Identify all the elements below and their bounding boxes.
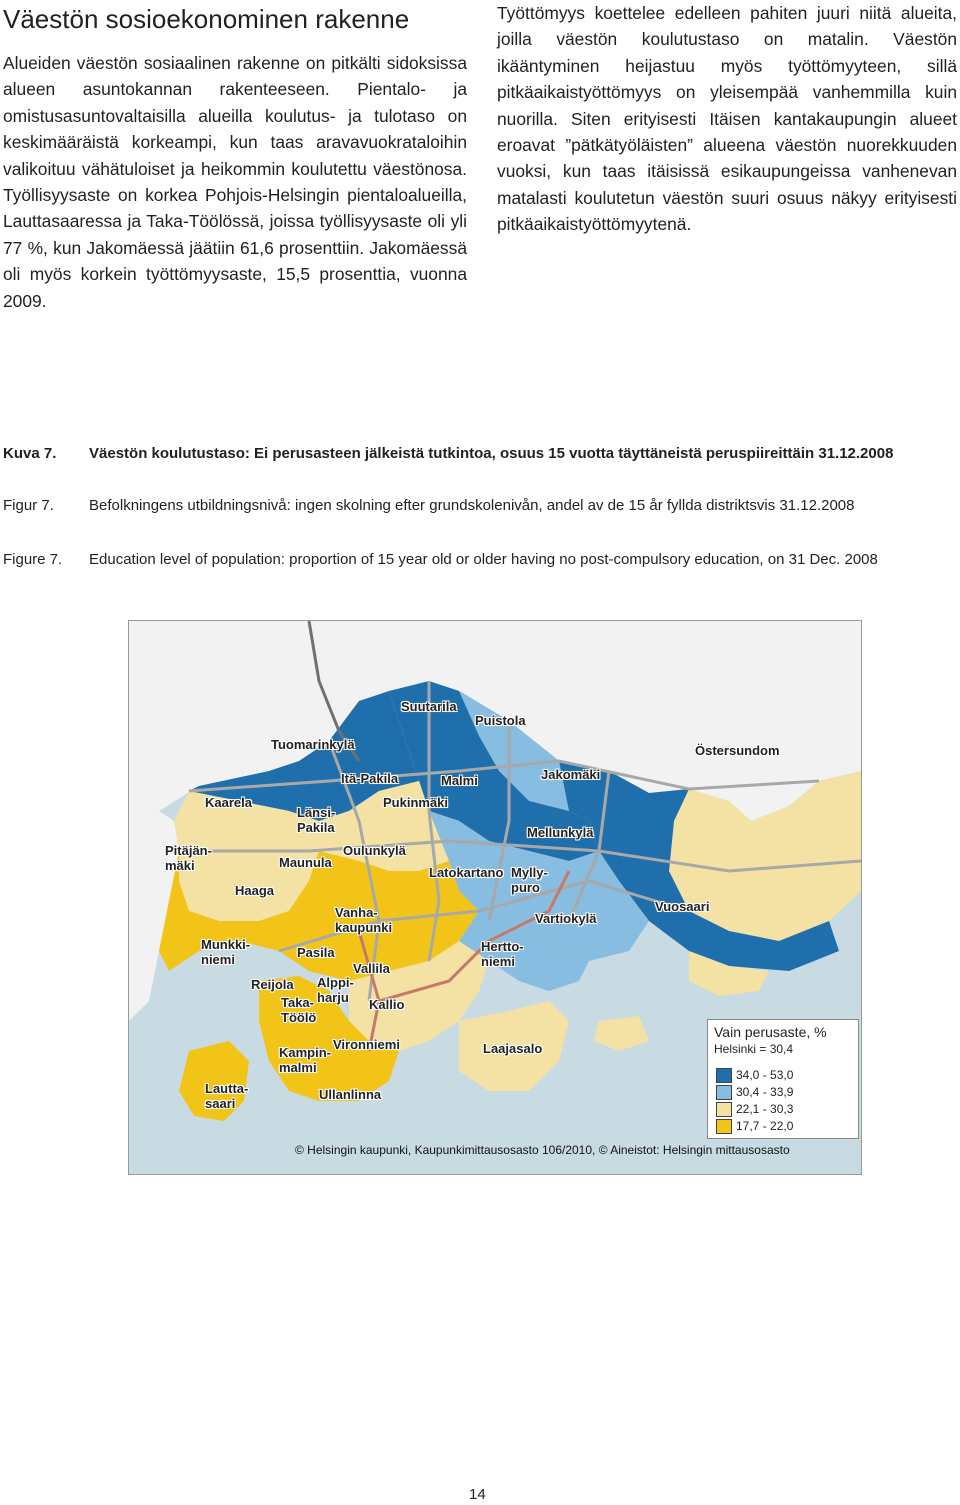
caption-label: Kuva 7. — [3, 445, 57, 462]
body-text-right-column — [497, 0, 957, 238]
place-label: Kaarela — [205, 795, 252, 810]
legend-title: Vain perusaste, % — [714, 1024, 827, 1040]
place-label: Vanha- kaupunki — [335, 905, 393, 935]
caption-label: Figur 7. — [3, 497, 54, 514]
place-label: Alppi- harju — [317, 975, 354, 1005]
place-label: Puistola — [475, 713, 526, 728]
body-paragraph: Työttömyys koettelee edelleen pahiten juuri niitä alueita, joilla väestön koulutustaso on matalin. Väestön ikääntyminen heijastuu myös työttömyyteen, sillä pitkäaikaistyöttömyys on yleisempää vanhemmilla kuin nuorilla. Siten erityisesti Itäisen kantakaupungin alueet eroavat ”pätkätyöläisten” alueena väestön nuorekkuuden vuoksi, kun taas itäisissä esikaupungeissa vanhenevan matalasti koulutetun väestön suuri osuus näkyy erityisesti pitkäaikaistyöttömyytenä. — [497, 3, 957, 235]
place-label: Hertto- niemi — [481, 939, 524, 969]
map-legend — [707, 1019, 859, 1139]
place-label: Kampin- malmi — [279, 1045, 331, 1075]
caption-text: Väestön koulutustaso: Ei perusasteen jälkeistä tutkintoa, osuus 15 vuotta täyttäneistä peruspiireittäin 31.12.2008 — [89, 445, 894, 462]
place-label: Reijola — [251, 977, 294, 992]
place-label: Länsi- Pakila — [297, 805, 336, 835]
place-label: Malmi — [441, 773, 478, 788]
place-label: Mellunkylä — [527, 825, 594, 840]
place-label: Haaga — [235, 883, 275, 898]
caption-text: Befolkningens utbildningsnivå: ingen skolning efter grundskolenivån, andel av de 15 år fyllda distriktsvis 31.12.2008 — [89, 497, 855, 514]
place-label: Pitäjän- mäki — [165, 843, 212, 873]
body-text-left-column — [3, 50, 467, 314]
helsinki-education-map — [128, 620, 862, 1175]
place-label: Pasila — [297, 945, 335, 960]
place-label: Latokartano — [429, 865, 504, 880]
place-label: Jakomäki — [541, 767, 601, 782]
legend-swatch — [716, 1085, 732, 1100]
place-label: Maunula — [279, 855, 332, 870]
place-label: Pukinmäki — [383, 795, 449, 810]
legend-label: 34,0 - 53,0 — [736, 1068, 794, 1082]
place-label: Vuosaari — [655, 899, 710, 914]
legend-swatch — [716, 1102, 732, 1117]
place-label: Tuomarinkylä — [271, 737, 355, 752]
place-label: Mylly- puro — [511, 865, 548, 895]
legend-label: 17,7 - 22,0 — [736, 1119, 794, 1133]
page-title: Väestön sosioekonominen rakenne — [3, 4, 410, 34]
legend-swatch — [716, 1119, 732, 1134]
place-label: Munkki- niemi — [201, 937, 251, 967]
place-label: Vallila — [353, 961, 390, 976]
legend-label: 22,1 - 30,3 — [736, 1102, 794, 1116]
place-label: Taka- Töölö — [281, 995, 317, 1025]
place-label: Oulunkylä — [343, 843, 406, 858]
legend-swatch — [716, 1068, 732, 1083]
place-label: Suutarila — [401, 699, 457, 714]
page-number: 14 — [469, 1486, 486, 1503]
map-copyright: © Helsingin kaupunki, Kaupunkimittausosasto 106/2010, © Aineistot: Helsingin mittausosasto — [295, 1143, 790, 1157]
place-label: Lautta- saari — [205, 1081, 249, 1111]
place-label: Vironniemi — [333, 1037, 400, 1052]
place-label: Itä-Pakila — [341, 771, 399, 786]
place-label: Kallio — [369, 997, 405, 1012]
caption-text: Education level of population: proportion of 15 year old or older having no post-compulsory education, on 31 Dec. 2008 — [89, 551, 878, 568]
body-paragraph: Alueiden väestön sosiaalinen rakenne on pitkälti sidoksissa alueen asuntokannan rakenteeseen. Pientalo- ja omistusasuntovaltaisilla alueilla koulutus- ja tulotaso on keskimääräistä korkeampi, kun taas aravavuokrataloihin valikoituu vähätuloiset ja heikommin koulutettu väestönosa. Työllisyysaste on korkea Pohjois-Helsingin pientaloalueilla, Lauttasaaressa ja Taka-Töölössä, joissa työllisyysaste oli yli 77 %, kun Jakomäessä jäätiin 61,6 prosenttiin. Jakomäessä oli myös korkein työttömyysaste, 15,5 prosenttia, vuonna 2009. — [3, 53, 467, 311]
place-label: Laajasalo — [483, 1041, 543, 1056]
legend-subtitle: Helsinki = 30,4 — [714, 1042, 794, 1056]
place-label: Vartiokylä — [535, 911, 597, 926]
legend-label: 30,4 - 33,9 — [736, 1085, 794, 1099]
place-label: Ullanlinna — [319, 1087, 382, 1102]
caption-label: Figure 7. — [3, 551, 63, 568]
place-label: Östersundom — [695, 743, 780, 758]
